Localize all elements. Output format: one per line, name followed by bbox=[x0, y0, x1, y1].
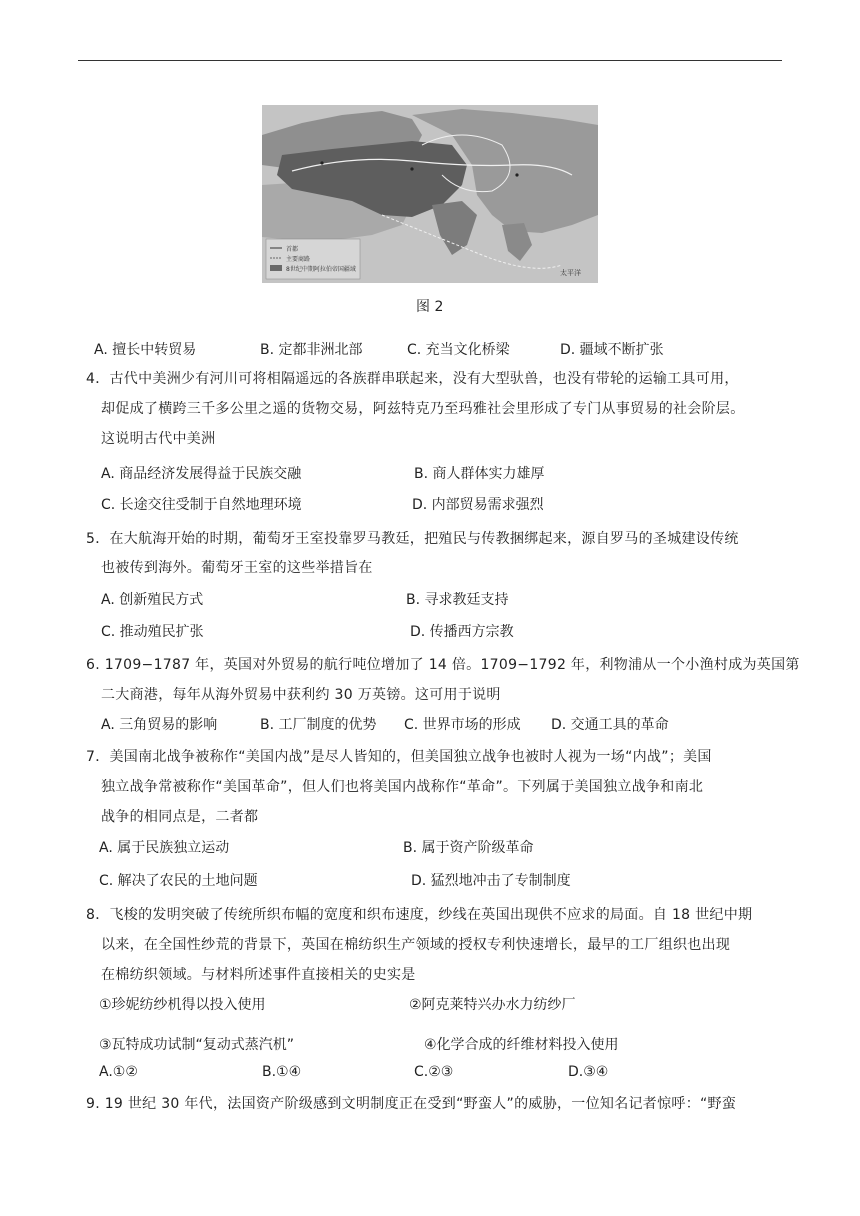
q4-option-d: D. 内部贸易需求强烈 bbox=[412, 497, 544, 513]
q8-option-c: C.②③ bbox=[414, 1064, 454, 1080]
q5-option-a: A. 创新殖民方式 bbox=[101, 592, 204, 608]
q4-stem-line-2: 却促成了横跨三千多公里之遥的货物交易，阿兹特克乃至玛雅社会里形成了专门从事贸易的社会阶层。 bbox=[101, 401, 745, 417]
q4-stem-line-3: 这说明古代中美洲 bbox=[101, 431, 216, 447]
figure-caption: 图 2 bbox=[416, 299, 444, 315]
map-label-pacific: 太平洋 bbox=[560, 269, 581, 277]
q6-option-c: C. 世界市场的形成 bbox=[404, 717, 521, 733]
q4-stem-line-1: 4．古代中美洲少有河川可将相隔遥远的各族群串联起来，没有大型驮兽，也没有带轮的运输工具可用， bbox=[86, 371, 739, 387]
q5-option-c: C. 推动殖民扩张 bbox=[101, 624, 204, 640]
q3-option-a: A. 擅长中转贸易 bbox=[94, 342, 197, 358]
q7-option-a: A. 属于民族独立运动 bbox=[99, 840, 230, 856]
q6-option-d: D. 交通工具的革命 bbox=[551, 717, 669, 733]
q5-option-b: B. 寻求教廷支持 bbox=[406, 592, 509, 608]
q7-option-b: B. 属于资产阶级革命 bbox=[403, 840, 534, 856]
q4-option-a: A. 商品经济发展得益于民族交融 bbox=[101, 466, 302, 482]
q8-item-2: ②阿克莱特兴办水力纺纱厂 bbox=[409, 997, 576, 1013]
q5-stem-line-1: 5．在大航海开始的时期，葡萄牙王室投靠罗马教廷，把殖民与传教捆绑起来，源自罗马的圣城建设传统 bbox=[86, 531, 739, 547]
header-rule bbox=[78, 60, 782, 61]
q7-stem-line-1: 7．美国南北战争被称作“美国内战”是尽人皆知的，但美国独立战争也被时人视为一场“内战”；美国 bbox=[86, 749, 712, 765]
q6-stem-line-1: 6. 1709−1787 年，英国对外贸易的航行吨位增加了 14 倍。1709−1792 年，利物浦从一个小渔村成为英国第 bbox=[86, 657, 800, 673]
q8-item-4: ④化学合成的纤维材料投入使用 bbox=[424, 1037, 619, 1053]
q4-option-b: B. 商人群体实力雄厚 bbox=[414, 466, 545, 482]
q6-option-b: B. 工厂制度的优势 bbox=[260, 717, 377, 733]
q6-option-a: A. 三角贸易的影响 bbox=[101, 717, 218, 733]
q3-option-d: D. 疆域不断扩张 bbox=[560, 342, 664, 358]
historical-map-figure bbox=[262, 105, 598, 283]
q8-stem-line-1: 8．飞梭的发明突破了传统所织布幅的宽度和织布速度，纱线在英国出现供不应求的局面。自 18 世纪中期 bbox=[86, 907, 753, 923]
q4-option-c: C. 长途交往受制于自然地理环境 bbox=[101, 497, 302, 513]
q6-stem-line-2: 二大商港，每年从海外贸易中获利约 30 万英镑。这可用于说明 bbox=[101, 687, 501, 703]
q8-stem-line-3: 在棉纺织领域。与材料所述事件直接相关的史实是 bbox=[101, 967, 416, 983]
q7-stem-line-2: 独立战争常被称作“美国革命”，但人们也将美国内战称作“革命”。下列属于美国独立战争和南北 bbox=[101, 779, 704, 795]
q7-option-c: C. 解决了农民的土地问题 bbox=[99, 873, 258, 889]
legend-territory: 8世纪中期阿拉伯帝国疆域 bbox=[286, 266, 356, 273]
legend-capital: 首都 bbox=[286, 246, 299, 253]
q8-option-b: B.①④ bbox=[262, 1064, 302, 1080]
q8-option-a: A.①② bbox=[99, 1064, 138, 1080]
q8-item-1: ①珍妮纺纱机得以投入使用 bbox=[99, 997, 266, 1013]
q8-stem-line-2: 以来，在全国性纱荒的背景下，英国在棉纺织生产领域的授权专利快速增长，最早的工厂组织也出现 bbox=[101, 937, 731, 953]
legend-trade-route: 主要商路 bbox=[286, 256, 311, 263]
q3-option-b: B. 定都非洲北部 bbox=[260, 342, 363, 358]
q5-stem-line-2: 也被传到海外。葡萄牙王室的这些举措旨在 bbox=[101, 560, 373, 576]
q5-option-d: D. 传播西方宗教 bbox=[410, 624, 514, 640]
q9-stem-line-1: 9. 19 世纪 30 年代，法国资产阶级感到文明制度正在受到“野蛮人”的威胁，一位知名记者惊呼：“野蛮 bbox=[86, 1096, 737, 1112]
q8-option-d: D.③④ bbox=[568, 1064, 609, 1080]
q3-option-c: C. 充当文化桥梁 bbox=[407, 342, 510, 358]
q7-option-d: D. 猛烈地冲击了专制制度 bbox=[411, 873, 571, 889]
q7-stem-line-3: 战争的相同点是，二者都 bbox=[101, 809, 259, 825]
q8-item-3: ③瓦特成功试制“复动式蒸汽机” bbox=[99, 1037, 295, 1053]
